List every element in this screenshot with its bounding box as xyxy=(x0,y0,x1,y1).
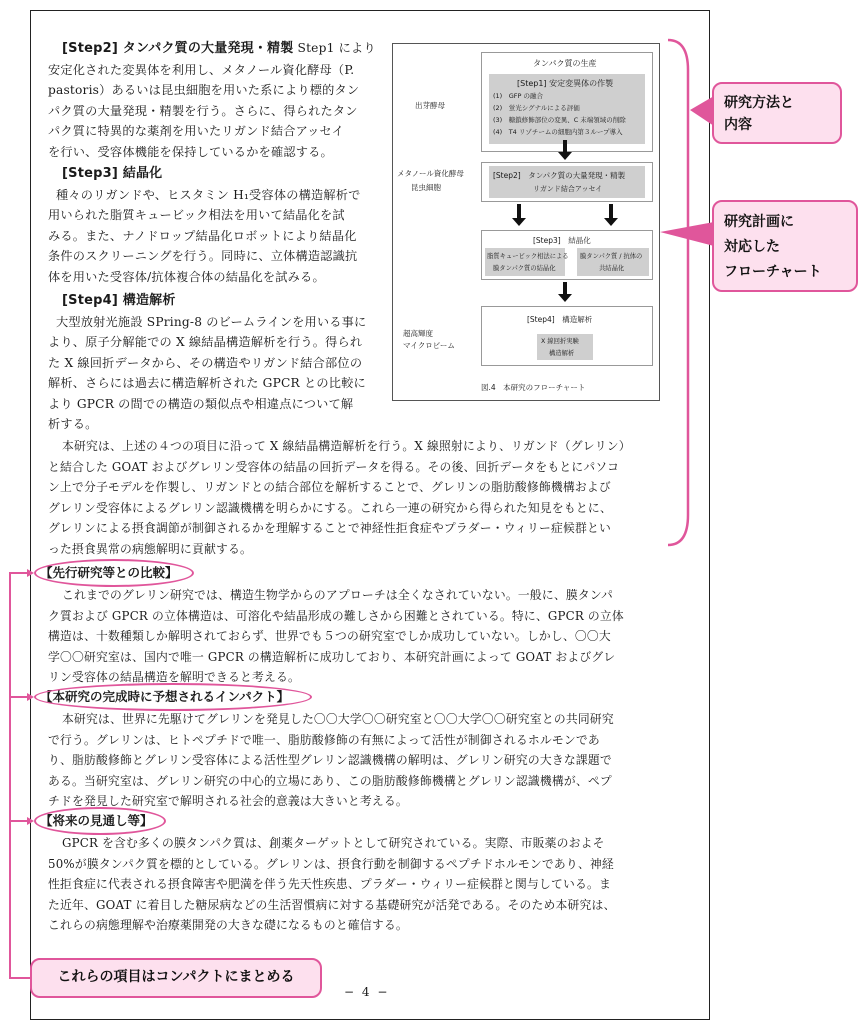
flowchart-step3-right: 共結晶化 xyxy=(599,265,625,272)
flowchart-step2-sub: リガンド結合アッセイ xyxy=(533,185,603,193)
step3-title: [Step3] 結晶化 xyxy=(62,166,163,181)
flowchart-caption: 図.4 本研究のフローチャート xyxy=(481,383,586,392)
label-methanol-yeast: メタノール資化酵母 xyxy=(397,169,464,178)
callout-flowchart: 研究計画に 対応した フローチャート xyxy=(712,200,858,292)
flowchart-step4-sub: 構造解析 xyxy=(549,350,575,357)
label-high-luminance: 超高輝度 xyxy=(403,329,433,338)
section-body-outlook: GPCR を含む多くの膜タンパク質は、創薬ターゲットとして研究されている。実際、市販薬のおよそ 50%が膜タンパク質を標的としている。グレリンは、摂食行動を制御するペプチドホルモンであり、神経 性拒食症に代表される摂食障害や肥満を伴う先天性疾患、プラダー・ウィリー症候群と関与している。ま た近年、GOAT に着目した糖尿病などの生活習慣病に対する基礎研究が活発である。そのため本研究は、 これらの病態理解や治療薬開発の大きな礎になるものと確信する。 xyxy=(48,836,616,932)
step4-paragraph: [Step4] 構造解析 大型放射光施設 SPring-8 のビームラインを用いる事に より、原子分解能での X 線結晶構造解析を行う。得られ た X 線回折データから、その構造やリガンド結合部位の 解析、さらには過去に構造解析された GPCR との比較に より GPCR の間での構造の類似点や相違点について解 析する。 xyxy=(48,293,367,431)
heading-highlight-oval xyxy=(34,807,166,835)
label-yeast: 出芽酵母 xyxy=(415,101,445,110)
flowchart-step2-title: [Step2] タンパク質の大量発現・精製 xyxy=(493,171,626,180)
step3-paragraph: [Step3] 結晶化 種々のリガンドや、ヒスタミン H₁受容体の構造解析で 用いられた脂質キュービック相法を用いて結晶化を試 みる。また、ナノドロップ結晶化ロボットにより結晶化 条件のスクリーニングを行う。同時に、立体構造認識抗 体を用いた受容体/抗体複合体の結晶化を試みる。 xyxy=(48,166,361,284)
callout-compact: これらの項目はコンパクトにまとめる xyxy=(30,958,322,998)
flowchart-step3-left: 膜タンパク質の結晶化 xyxy=(493,265,556,272)
callout-method: 研究方法と 内容 xyxy=(712,82,842,144)
flowchart-step1-item: (3) 糖鎖修飾部位の変異、C 末端領域の削除 xyxy=(493,116,626,124)
section-body-prior-research: これまでのグレリン研究では、構造生物学からのアプローチは全くなされていない。一般に、膜タンパ ク質および GPCR の立体構造は、可溶化や結晶形成の難しさから困難とされている。特に、GPCR の立体 構造は、十数種類しか解明されておらず、世界でも５つの研究室でしか成功していない。しかし、〇〇大 学〇〇研究室は、国内で唯一 GPCR の構造解析に成功しており、本研究計画によって GOAT およびグレ リン受容体の結晶構造を解明できると考える。 xyxy=(48,588,624,684)
flowchart-step3-right: 膜タンパク質 / 抗体の xyxy=(580,253,643,260)
flowchart-step3-title: [Step3] 結晶化 xyxy=(533,236,591,245)
section-body-impact: 本研究は、世界に先駆けてグレリンを発見した〇〇大学〇〇研究室と〇〇大学〇〇研究室との共同研究 で行う。グレリンは、ヒトペプチドで唯一、脂肪酸修飾の有無によって活性が制御されるホルモンであ り、脂肪酸修飾とグレリン受容体による活性型グレリン認識機構の解明は、グレリン研究の大きな課題で ある。当研究室は、グレリン研究の中心的立場にあり、この脂肪酸修飾機構とグレリン認識機構が、ペプ チドを発見した研究室で解明される社会的意義は大きいと考える。 xyxy=(48,712,614,808)
heading-highlight-oval xyxy=(34,559,194,587)
step2-title: [Step2] タンパク質の大量発現・精製 xyxy=(62,41,294,56)
summary-paragraph: 本研究は、上述の４つの項目に沿って X 線結晶構造解析を行う。X 線照射により、リガンド（グレリン） と結合した GOAT およびグレリン受容体の結晶の回折データを得る。その後、回折データをもとにパソコ ン上で分子モデルを作製し、リガンドとの結合部位を解析することで、グレリンの脂肪酸修飾機構および グレリン受容体によるグレリン認識機構を明らかにする。これら一連の研究から得られた知見をもとに、 グレリンによる摂食調節が制御されるかを理解することで神経性拒食症やプラダー・ウィリー症候群とい った摂食異常の病態解明に貢献する。 xyxy=(48,439,631,556)
flowchart-step1-item: (1) GFP の融合 xyxy=(493,92,543,100)
label-microbeam: マイクロビーム xyxy=(403,341,455,350)
label-insect-cell: 昆虫細胞 xyxy=(411,183,441,192)
heading-highlight-oval xyxy=(34,683,312,711)
page-number: − 4 − xyxy=(344,985,390,999)
flowchart-step4-title: [Step4] 構造解析 xyxy=(527,315,593,324)
flowchart-title: タンパク質の生産 xyxy=(533,59,597,68)
step4-title: [Step4] 構造解析 xyxy=(62,293,176,308)
step2-paragraph: [Step2] タンパク質の大量発現・精製 Step1 により 安定化された変異体を利用し、メタノール資化酵母（P. pastoris）あるいは昆虫細胞を用いた系により標的タン パク質の大量発現・精製を行う。さらに、得られたタン パク質に特異的な薬剤を用いたリガンド結合アッセイ を行い、受容体機能を保持しているかを確認する。 xyxy=(48,41,376,159)
section-bracket xyxy=(10,573,32,978)
flowchart-step1-item: (4) T4 リゾチームの細胞内第３ループ導入 xyxy=(493,128,623,136)
section-heading-prior-research: 【先行研究等との比較】 xyxy=(40,565,178,580)
section-heading-impact: 【本研究の完成時に予想されるインパクト】 xyxy=(40,689,290,704)
flowchart-step1-title: [Step1] 安定変異体の作製 xyxy=(517,79,614,88)
flowchart-figure xyxy=(392,43,660,401)
section-heading-outlook: 【将来の見通し等】 xyxy=(40,813,153,828)
flowchart-step3-left: 脂質キュービック相法による xyxy=(487,253,569,260)
flowchart-step1-item: (2) 蛍光シグナルによる評価 xyxy=(493,104,580,112)
flowchart-step4-sub: X 線回折実験 xyxy=(541,338,579,345)
